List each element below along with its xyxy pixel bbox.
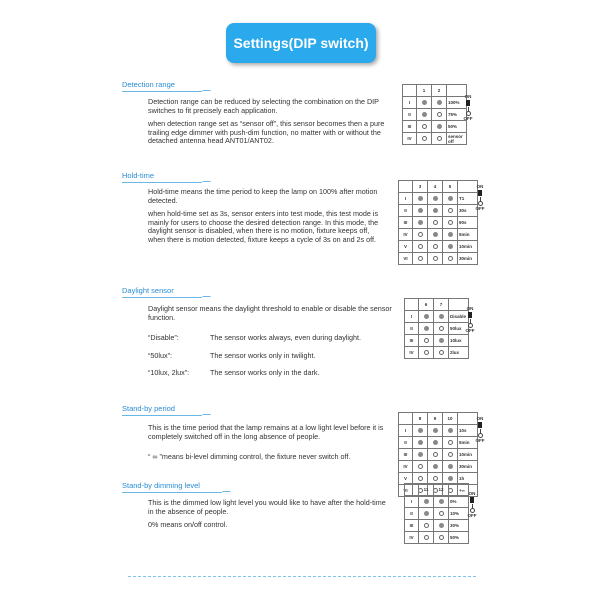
table-row (403, 109, 467, 121)
standby-dimming-text (148, 499, 393, 535)
switch-state-cell (417, 97, 432, 109)
setting-value: 50% (449, 532, 469, 544)
empty-dot-icon (448, 220, 453, 225)
table-row (399, 229, 478, 241)
filled-dot-icon (418, 208, 423, 213)
switch-number-header: 5 (443, 181, 458, 193)
switch-state-cell (413, 229, 428, 241)
row-label: III (399, 217, 413, 229)
switch-state-cell (428, 229, 443, 241)
setting-value: 30min (458, 461, 478, 473)
dip-switch-icon: ON OFF (475, 416, 485, 443)
section-heading-standby-dimming-level: Stand-by dimming level (122, 481, 222, 493)
table-row (403, 97, 467, 109)
setting-value: 90s (458, 217, 478, 229)
switch-state-cell (428, 193, 443, 205)
filled-dot-icon (448, 232, 453, 237)
table-row (403, 121, 467, 133)
switch-state-cell (434, 323, 449, 335)
switch-state-cell (413, 193, 428, 205)
setting-value: 30% (449, 520, 469, 532)
row-label: VI (399, 253, 413, 265)
empty-dot-icon (422, 136, 427, 141)
switch-state-cell (413, 241, 428, 253)
filled-dot-icon (433, 208, 438, 213)
switch-state-cell (413, 461, 428, 473)
filled-dot-icon (424, 499, 429, 504)
switch-number-header: 10 (443, 413, 458, 425)
switch-state-cell (419, 347, 434, 359)
filled-dot-icon (433, 232, 438, 237)
filled-dot-icon (433, 440, 438, 445)
setting-value: +∞ (458, 485, 478, 497)
switch-state-cell (419, 311, 434, 323)
table-corner-cell (403, 85, 417, 97)
row-label: I (399, 193, 413, 205)
switch-state-cell (417, 121, 432, 133)
empty-dot-icon (439, 535, 444, 540)
footer-divider (128, 576, 476, 577)
setting-value: 1h (458, 473, 478, 485)
filled-dot-icon (448, 464, 453, 469)
switch-number-header: 6 (419, 299, 434, 311)
filled-dot-icon (448, 244, 453, 249)
section-heading-standby-period: Stand-by period (122, 404, 202, 416)
switch-state-cell (428, 253, 443, 265)
filled-dot-icon (433, 428, 438, 433)
empty-dot-icon (448, 452, 453, 457)
switch-state-cell (419, 508, 434, 520)
setting-value: 5min (458, 229, 478, 241)
filled-dot-icon (437, 100, 442, 105)
hold-time-text (148, 188, 388, 250)
setting-value: 10min (458, 241, 478, 253)
switch-state-cell (443, 229, 458, 241)
row-label: I (403, 97, 417, 109)
row-label: I (399, 425, 413, 437)
table-corner-cell (399, 413, 413, 425)
filled-dot-icon (439, 499, 444, 504)
filled-dot-icon (418, 440, 423, 445)
row-label: II (399, 205, 413, 217)
filled-dot-icon (448, 428, 453, 433)
table-row (399, 425, 478, 437)
row-label: III (405, 520, 419, 532)
empty-dot-icon (418, 244, 423, 249)
empty-dot-icon (424, 535, 429, 540)
setting-value: 10% (449, 508, 469, 520)
row-label: V (399, 473, 413, 485)
filled-dot-icon (422, 112, 427, 117)
paragraph: Daylight sensor means the daylight threshold to enable or disable the sensor function. (148, 304, 392, 322)
switch-number-header: 4 (428, 181, 443, 193)
switch-state-cell (413, 217, 428, 229)
switch-state-cell (434, 532, 449, 544)
empty-dot-icon (424, 523, 429, 528)
filled-dot-icon (439, 314, 444, 319)
paragraph: when detection range set as “sensor off”, this sensor becomes then a pure trailing edge dimmer with push-dim function, no matter with or without the detached antenna head ANT01/ANT02. (148, 119, 385, 146)
dip-table-daylight-sensor (404, 298, 469, 359)
table-row (403, 133, 467, 145)
switch-state-cell (443, 437, 458, 449)
empty-dot-icon (418, 464, 423, 469)
switch-state-cell (419, 532, 434, 544)
empty-dot-icon (422, 124, 427, 129)
switch-state-cell (428, 241, 443, 253)
switch-state-cell (428, 425, 443, 437)
setting-value: 10lux (449, 335, 469, 347)
switch-state-cell (443, 253, 458, 265)
row-label: II (405, 323, 419, 335)
table-corner-cell (399, 181, 413, 193)
setting-value: 2lux (449, 347, 469, 359)
row-label: IV (405, 347, 419, 359)
switch-state-cell (413, 205, 428, 217)
empty-dot-icon (439, 326, 444, 331)
filled-dot-icon (439, 523, 444, 528)
switch-state-cell (419, 323, 434, 335)
setting-value: 75% (447, 109, 467, 121)
row-label: VI (399, 485, 413, 497)
filled-dot-icon (424, 314, 429, 319)
empty-dot-icon (433, 452, 438, 457)
switch-state-cell (434, 311, 449, 323)
switch-number-header: 1 (417, 85, 432, 97)
filled-dot-icon (418, 452, 423, 457)
table-row (405, 520, 469, 532)
filled-dot-icon (448, 196, 453, 201)
dip-switch-icon: ON OFF (475, 184, 485, 211)
switch-state-cell (432, 97, 447, 109)
table-corner-cell (405, 484, 419, 496)
empty-dot-icon (424, 350, 429, 355)
row-label: III (403, 121, 417, 133)
switch-state-cell (413, 253, 428, 265)
table-row (399, 193, 478, 205)
row-label: III (405, 335, 419, 347)
switch-state-cell (443, 217, 458, 229)
table-row (405, 347, 469, 359)
switch-state-cell (432, 133, 447, 145)
filled-dot-icon (433, 196, 438, 201)
switch-state-cell (432, 121, 447, 133)
row-label: IV (399, 229, 413, 241)
row-label: I (405, 496, 419, 508)
empty-dot-icon (418, 232, 423, 237)
switch-state-cell (417, 133, 432, 145)
setting-value: 100% (447, 97, 467, 109)
table-row (405, 335, 469, 347)
section-heading-daylight-sensor: Daylight sensor (122, 286, 202, 298)
switch-number-header: 2 (432, 85, 447, 97)
switch-state-cell (443, 449, 458, 461)
dip-switch-icon: ON OFF (465, 306, 475, 333)
filled-dot-icon (424, 511, 429, 516)
setting-value: 10min (458, 449, 478, 461)
empty-dot-icon (439, 511, 444, 516)
list-item: “50lux”: The sensor works only in twilight. (148, 350, 316, 360)
empty-dot-icon (433, 244, 438, 249)
daylight-sensor-text (148, 305, 393, 387)
paragraph: This is the time period that the lamp remains at a low light level before it is completely switched off in the long absence of people. (148, 423, 384, 441)
empty-dot-icon (433, 476, 438, 481)
detection-range-text (148, 98, 388, 151)
switch-state-cell (434, 347, 449, 359)
switch-number-header: 9 (428, 413, 443, 425)
list-item: “Disable”: The sensor works always, even during daylight. (148, 333, 362, 343)
empty-dot-icon (418, 256, 423, 261)
switch-state-cell (434, 335, 449, 347)
empty-dot-icon (433, 256, 438, 261)
filled-dot-icon (422, 100, 427, 105)
paragraph: 0% means on/off control. (148, 520, 228, 530)
filled-dot-icon (418, 428, 423, 433)
switch-state-cell (432, 109, 447, 121)
row-label: IV (405, 532, 419, 544)
switch-state-cell (413, 425, 428, 437)
dip-switch-icon: ON OFF (463, 94, 473, 121)
switch-state-cell (443, 425, 458, 437)
dip-table-hold-time (398, 180, 478, 265)
table-row (399, 241, 478, 253)
setting-value: 50% (447, 121, 467, 133)
switch-state-cell (419, 496, 434, 508)
setting-value: sensor off (447, 133, 467, 145)
filled-dot-icon (418, 220, 423, 225)
switch-number-header: 12 (434, 484, 449, 496)
switch-state-cell (419, 335, 434, 347)
table-row (399, 437, 478, 449)
row-label: IV (399, 461, 413, 473)
paragraph: Hold-time means the time period to keep the lamp on 100% after motion detected. (148, 187, 378, 205)
table-row (405, 323, 469, 335)
filled-dot-icon (439, 338, 444, 343)
filled-dot-icon (437, 124, 442, 129)
switch-state-cell (428, 205, 443, 217)
paragraph: “ ∞ ”means bi-level dimming control, the fixture never switch off. (148, 452, 351, 462)
empty-dot-icon (448, 256, 453, 261)
setting-value: 0% (449, 496, 469, 508)
table-corner-cell (405, 299, 419, 311)
empty-dot-icon (448, 440, 453, 445)
filled-dot-icon (448, 476, 453, 481)
empty-dot-icon (437, 136, 442, 141)
table-row (399, 253, 478, 265)
empty-dot-icon (424, 338, 429, 343)
empty-dot-icon (418, 476, 423, 481)
setting-value: 30s (458, 205, 478, 217)
row-label: IV (403, 133, 417, 145)
setting-value: 10s (458, 425, 478, 437)
setting-value: 5min (458, 437, 478, 449)
setting-value: T1 (458, 193, 478, 205)
switch-state-cell (443, 241, 458, 253)
setting-value: 30min (458, 253, 478, 265)
empty-dot-icon (437, 112, 442, 117)
table-row (399, 205, 478, 217)
paragraph: when hold-time set as 3s, sensor enters into test mode, this test mode is mainly for users to choose the desired detection range. In this mode, the daylight sensor is disabled, when there is no motion, fixture keeps off, when there is motion detected, fixture keeps a cycle of 3s on and 2s off. (148, 209, 379, 244)
table-row (405, 532, 469, 544)
switch-state-cell (413, 437, 428, 449)
empty-dot-icon (439, 350, 444, 355)
switch-state-cell (428, 449, 443, 461)
section-heading-hold-time: Hold-time (122, 171, 202, 183)
row-label: II (403, 109, 417, 121)
row-label: II (405, 508, 419, 520)
filled-dot-icon (418, 196, 423, 201)
section-heading-detection-range: Detection range (122, 80, 202, 92)
filled-dot-icon (433, 464, 438, 469)
filled-dot-icon (424, 326, 429, 331)
dip-table-standby-dimming-level (404, 483, 469, 544)
dip-switch-icon: ON OFF (467, 491, 477, 518)
dip-table-detection-range (402, 84, 467, 145)
row-label: II (399, 437, 413, 449)
row-label: III (399, 449, 413, 461)
table-row (399, 461, 478, 473)
switch-number-header: 7 (434, 299, 449, 311)
switch-state-cell (443, 205, 458, 217)
paragraph: This is the dimmed low light level you would like to have after the hold-time in the absence of people. (148, 498, 386, 516)
switch-state-cell (434, 496, 449, 508)
empty-dot-icon (433, 220, 438, 225)
switch-state-cell (428, 461, 443, 473)
switch-state-cell (417, 109, 432, 121)
switch-state-cell (419, 520, 434, 532)
table-row (399, 449, 478, 461)
switch-state-cell (434, 508, 449, 520)
switch-state-cell (413, 449, 428, 461)
table-row (399, 217, 478, 229)
table-row (405, 311, 469, 323)
setting-value: 50lux (449, 323, 469, 335)
table-row (405, 496, 469, 508)
row-label: I (405, 311, 419, 323)
switch-state-cell (428, 437, 443, 449)
switch-state-cell (428, 217, 443, 229)
switch-state-cell (443, 461, 458, 473)
empty-dot-icon (448, 208, 453, 213)
switch-state-cell (434, 520, 449, 532)
list-item: “10lux, 2lux”: The sensor works only in the dark. (148, 368, 320, 378)
switch-number-header: 11 (419, 484, 434, 496)
row-label: V (399, 241, 413, 253)
setting-value: Disable (449, 311, 469, 323)
page-title: Settings(DIP switch) (226, 23, 376, 63)
switch-number-header: 8 (413, 413, 428, 425)
switch-number-header: 3 (413, 181, 428, 193)
table-row (405, 508, 469, 520)
standby-period-text (148, 424, 398, 467)
paragraph: Detection range can be reduced by selecting the combination on the DIP switches to fit precisely each application. (148, 97, 379, 115)
switch-state-cell (443, 193, 458, 205)
